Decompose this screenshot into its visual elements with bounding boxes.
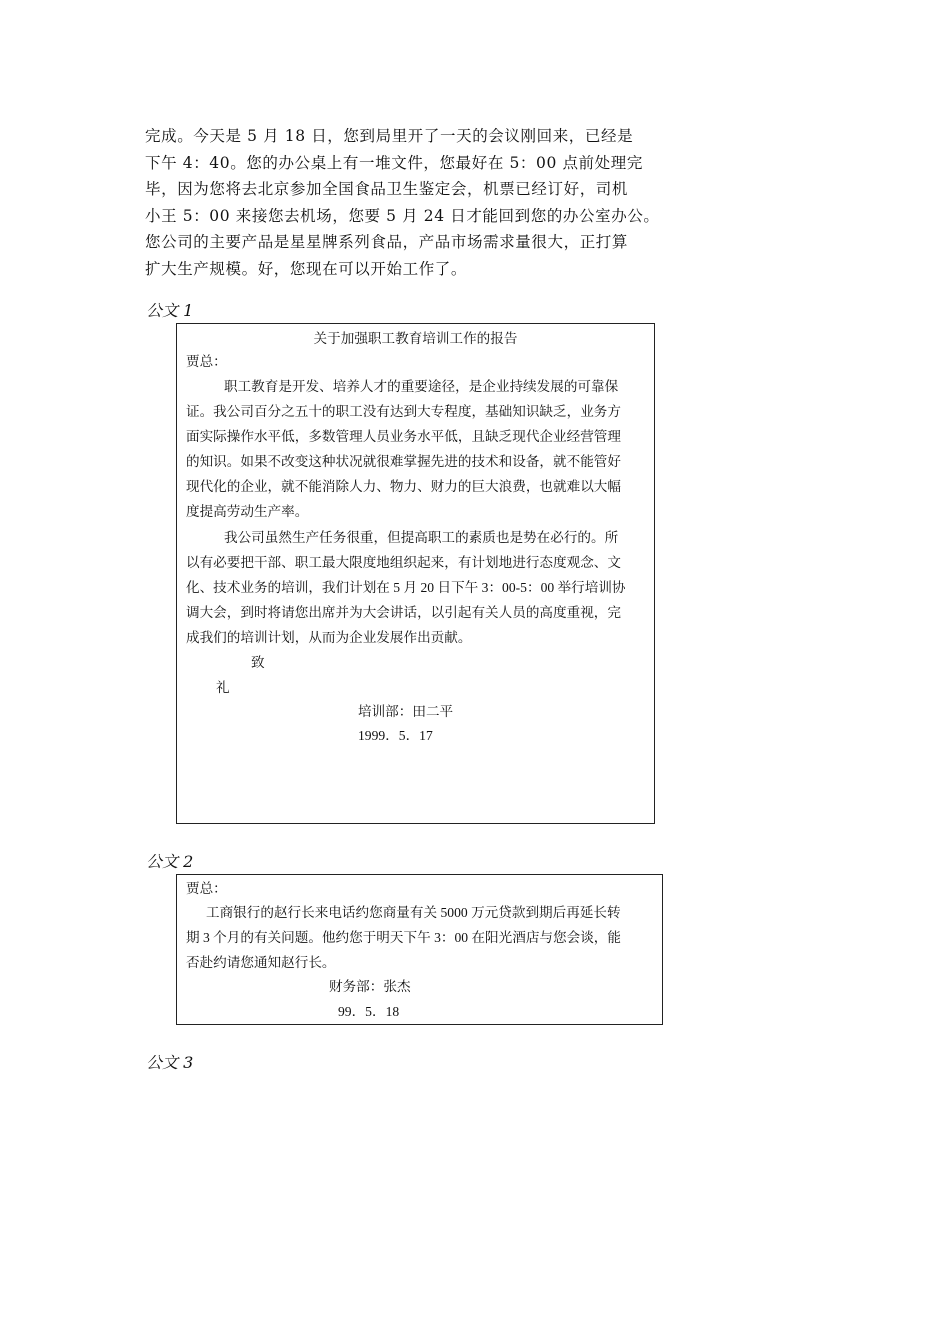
doc1-p2-line: 化、技术业务的培训，我们计划在 5 月 20 日下午 3：00-5：00 举行培训协 <box>186 580 626 596</box>
doc2-label: 公文 2 <box>146 852 194 871</box>
doc1-p2-line: 我公司虽然生产任务很重，但提高职工的素质也是势在必行的。所 <box>224 530 619 545</box>
intro-line: 小王 5：00 来接您去机场，您要 5 月 24 日才能回到您的办公室办公。 <box>145 206 660 225</box>
doc1-p1-line: 度提高劳动生产率。 <box>186 504 309 520</box>
doc1-p2-line: 成我们的培训计划，从而为企业发展作出贡献。 <box>186 630 472 646</box>
doc2-body-line: 期 3 个月的有关问题。他约您于明天下午 3：00 在阳光酒店与您会谈，能 <box>186 930 621 946</box>
intro-text <box>145 123 665 282</box>
intro-line: 扩大生产规模。好，您现在可以开始工作了。 <box>145 259 468 278</box>
intro-line: 您公司的主要产品是星星牌系列食品，产品市场需求量很大，正打算 <box>145 233 629 251</box>
intro-line: 毕，因为您将去北京参加全国食品卫生鉴定会，机票已经订好，司机 <box>145 180 629 198</box>
doc1-label: 公文 1 <box>146 301 194 320</box>
doc1-salutation: 贾总： <box>186 354 227 369</box>
doc2-body-line: 工商银行的赵行长来电话约您商量有关 5000 万元贷款到期后再延长转 <box>206 905 621 920</box>
doc1-closing-li: 礼 <box>216 680 230 695</box>
doc1-p1-line: 的知识。如果不改变这种状况就很难掌握先进的技术和设备，就不能管好 <box>186 454 621 470</box>
doc1-title: 关于加强职工教育培训工作的报告 <box>313 331 518 346</box>
doc1-p2-line: 以有必要把干部、职工最大限度地组织起来，有计划地进行态度观念、文 <box>186 555 621 571</box>
doc1-date: 1999．5．17 <box>358 728 433 743</box>
doc1-box <box>176 323 655 824</box>
doc1-p1-line: 证。我公司百分之五十的职工没有达到大专程度，基础知识缺乏，业务方 <box>186 404 621 420</box>
doc2-body-line: 否赴约请您通知赵行长。 <box>186 955 336 971</box>
intro-line: 下午 4：40。您的办公桌上有一堆文件，您最好在 5：00 点前处理完 <box>145 153 643 172</box>
doc2-date: 99．5．18 <box>338 1004 400 1019</box>
doc2-box <box>176 874 663 1025</box>
doc2-salutation: 贾总： <box>186 881 227 896</box>
doc1-paragraph-2 <box>186 525 648 650</box>
doc2-signer: 财务部：张杰 <box>329 979 411 994</box>
doc1-p1-line: 面实际操作水平低，多数管理人员业务水平低，且缺乏现代企业经营管理 <box>186 429 621 445</box>
doc1-p1-line: 职工教育是开发、培养人才的重要途径，是企业持续发展的可靠保 <box>224 379 619 394</box>
doc1-p1-line: 现代化的企业，就不能消除人力、物力、财力的巨大浪费，也就难以大幅 <box>186 479 621 495</box>
doc3-label: 公文 3 <box>146 1053 194 1072</box>
doc1-p2-line: 调大会，到时将请您出席并为大会讲话，以引起有关人员的高度重视，完 <box>186 605 621 621</box>
doc2-body <box>186 900 658 975</box>
doc1-paragraph-1 <box>186 374 648 525</box>
doc1-closing-zhi: 致 <box>251 655 265 670</box>
doc1-signer: 培训部：田二平 <box>358 704 454 719</box>
intro-line: 完成。今天是 5 月 18 日，您到局里开了一天的会议刚回来，已经是 <box>145 127 634 145</box>
